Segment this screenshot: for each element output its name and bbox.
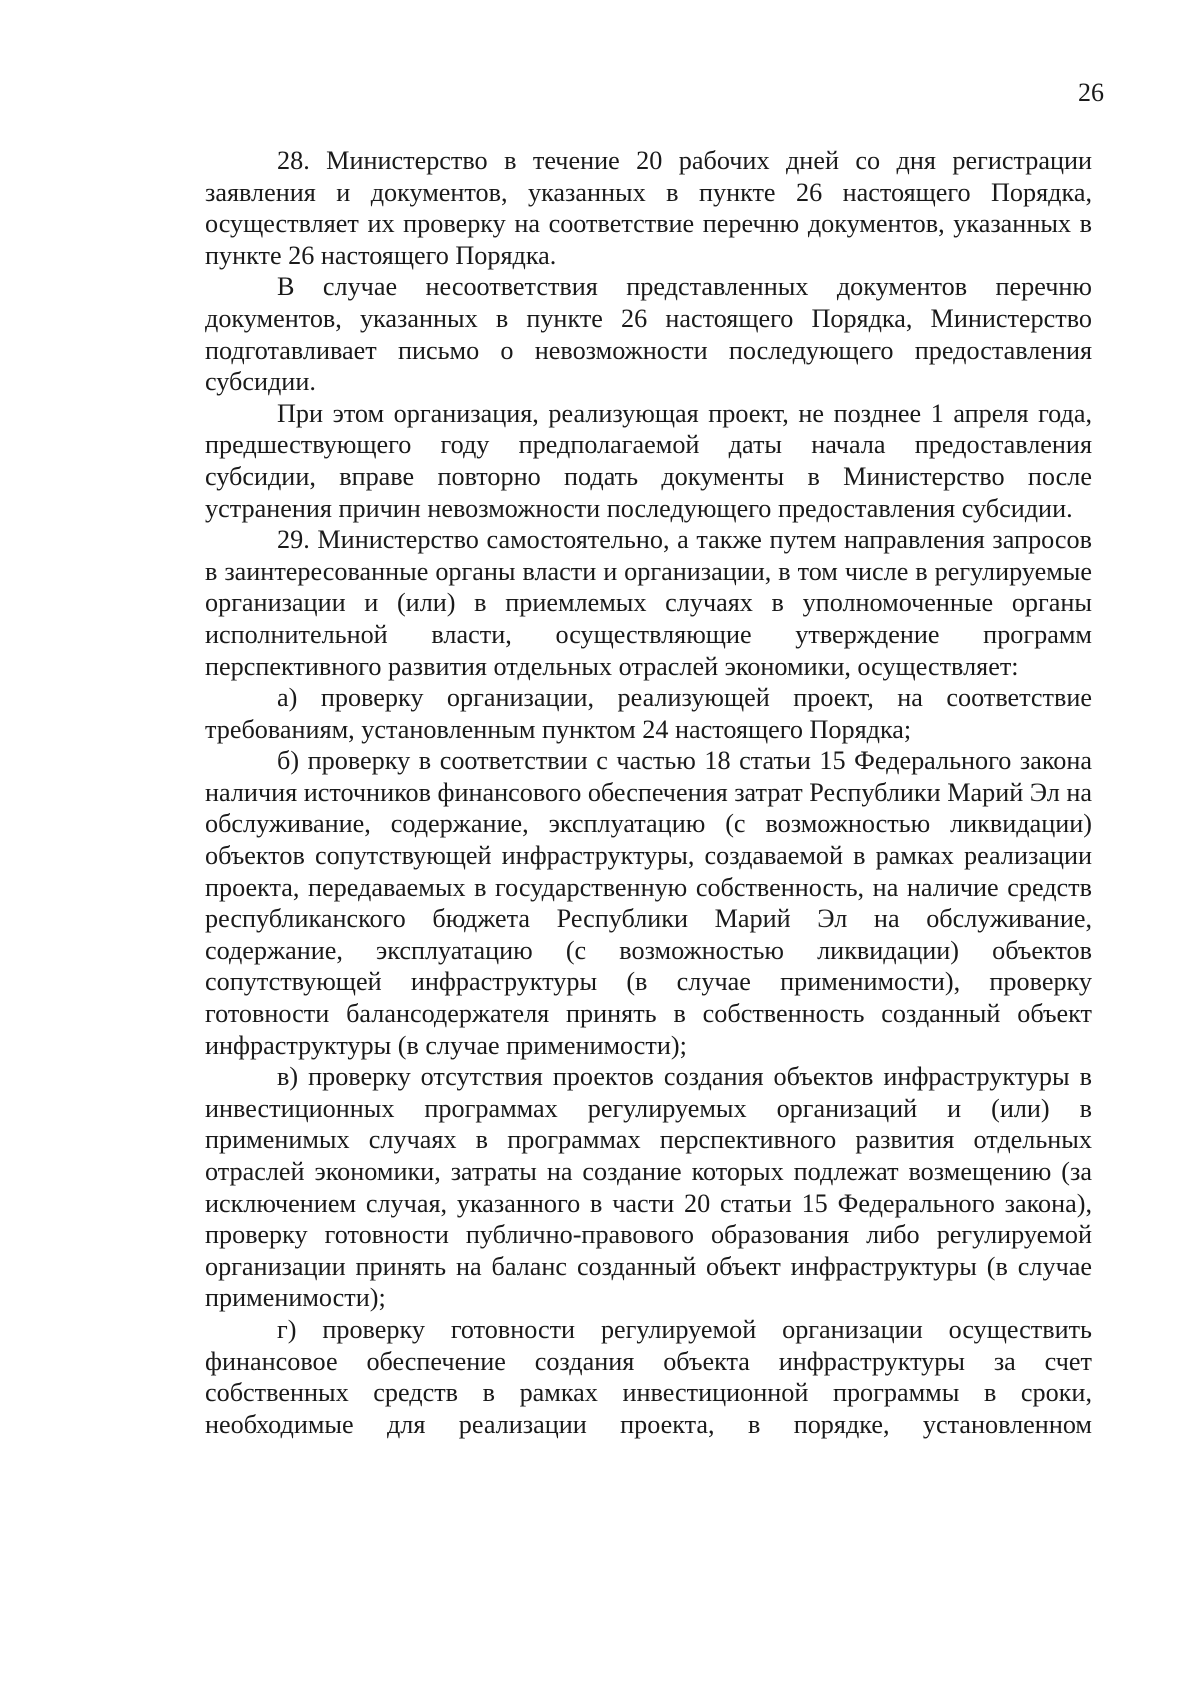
paragraph-29-v: в) проверку отсутствия проектов создания объектов инфраструктуры в инвестиционных программах регулируемых организаций и (или) в применимых случаях в программах перспективного развития отдельных отраслей экономики, затраты на создание которых подлежат возмещению (за исключением случая, указанного в части 20 статьи 15 Федерального закона), проверку готовности публично-правового образования либо регулируемой организации принять на баланс созданный объект инфраструктуры (в случае применимости);: [205, 1062, 1092, 1313]
paragraph-28: 28. Министерство в течение 20 рабочих дней со дня регистрации заявления и документов, указанных в пункте 26 настоящего Порядка, осуществляет их проверку на соответствие перечню документов, указанных в пункте 26 настоящего Порядка.: [205, 146, 1092, 270]
paragraph-noncompliance: В случае несоответствия представленных документов перечню документов, указанных в пункте 26 настоящего Порядка, Министерство подготавливает письмо о невозможности последующего предоставления субсидии.: [205, 272, 1092, 397]
page-number: 26: [1078, 78, 1104, 107]
paragraph-29-b: б) проверку в соответствии с частью 18 статьи 15 Федерального закона наличия источников финансового обеспечения затрат Республики Марий Эл на обслуживание, содержание, эксплуатацию (с возможностью ликвидации) объектов сопутствующей инфраструктуры, создаваемой в рамках реализации проекта, передаваемых в государственную собственность, на наличие средств республиканского бюджета Республики Марий Эл на обслуживание, содержание, эксплуатацию (с возможностью ликвидации) объектов сопутствующей инфраструктуры (в случае применимости), проверку готовности балансодержателя принять в собственность созданный объект инфраструктуры (в случае применимости);: [205, 746, 1092, 1060]
document-body: [205, 145, 1092, 1440]
paragraph-29: 29. Министерство самостоятельно, а также путем направления запросов в заинтересованные органы власти и организации, в том числе в регулируемые организации и (или) в приемлемых случаях в уполномоченные органы исполнительной власти, осуществляющие утверждение программ перспективного развития отдельных отраслей экономики, осуществляет:: [205, 525, 1092, 681]
paragraph-resubmission: При этом организация, реализующая проект, не позднее 1 апреля года, предшествующего году предполагаемой даты начала предоставления субсидии, вправе повторно подать документы в Министерство после устранения причин невозможности последующего предоставления субсидии.: [205, 398, 1092, 523]
paragraph-29-g: г) проверку готовности регулируемой организации осуществить финансовое обеспечение создания объекта инфраструктуры за счет собственных средств в рамках инвестиционной программы в сроки, необходимые для реализации проекта, в порядке, установленном: [205, 1314, 1092, 1439]
paragraph-29-a: а) проверку организации, реализующей проект, на соответствие требованиям, установленным пунктом 24 настоящего Порядка;: [205, 683, 1092, 744]
